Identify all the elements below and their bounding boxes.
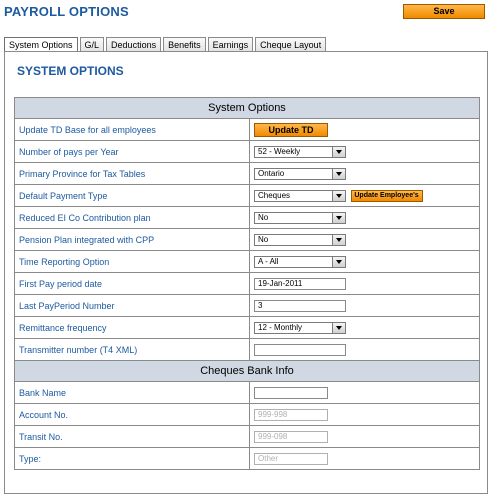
payment-type-select[interactable] — [254, 190, 346, 202]
table-row — [15, 163, 480, 185]
update-employees-button[interactable]: Update Employee's — [351, 190, 423, 202]
tab-earnings[interactable]: Earnings — [208, 37, 254, 52]
pays-per-year-value: 52 - Weekly — [258, 146, 301, 156]
pension-cpp-cell — [250, 229, 480, 251]
table-row — [15, 273, 480, 295]
pension-cpp-label: Pension Plan integrated with CPP — [15, 229, 250, 251]
table-row — [15, 229, 480, 251]
pension-cpp-select[interactable] — [254, 234, 346, 246]
remittance-label: Remittance frequency — [15, 317, 250, 339]
type-cell — [250, 448, 480, 470]
province-select[interactable] — [254, 168, 346, 180]
section-header — [15, 361, 480, 382]
payment-type-cell — [250, 185, 480, 207]
account-no-input[interactable]: 999-998 — [254, 409, 328, 421]
remittance-value: 12 - Monthly — [258, 322, 303, 332]
reduced-ei-select[interactable] — [254, 212, 346, 224]
table-row — [15, 141, 480, 163]
type-label: Type: — [15, 448, 250, 470]
first-pay-date-cell — [250, 273, 480, 295]
chevron-down-icon — [332, 213, 345, 223]
bank-name-cell — [250, 382, 480, 404]
table-row — [15, 207, 480, 229]
pays-per-year-select[interactable] — [254, 146, 346, 158]
pays-per-year-cell — [250, 141, 480, 163]
system-options-header: System Options — [15, 98, 480, 119]
tab-system-options[interactable]: System Options — [4, 37, 78, 53]
remittance-cell — [250, 317, 480, 339]
account-no-label: Account No. — [15, 404, 250, 426]
first-pay-date-label: First Pay period date — [15, 273, 250, 295]
chevron-down-icon — [332, 323, 345, 333]
last-pay-number-cell — [250, 295, 480, 317]
panel-title: SYSTEM OPTIONS — [17, 64, 124, 78]
table-row — [15, 339, 480, 361]
province-value: Ontario — [258, 168, 285, 178]
reduced-ei-cell — [250, 207, 480, 229]
table-row — [15, 448, 480, 470]
update-td-cell — [250, 119, 480, 141]
payment-type-label: Default Payment Type — [15, 185, 250, 207]
last-pay-number-input[interactable]: 3 — [254, 300, 346, 312]
transit-no-label: Transit No. — [15, 426, 250, 448]
update-td-button[interactable]: Update TD — [254, 123, 328, 137]
tab-benefits[interactable]: Benefits — [163, 37, 206, 52]
time-reporting-value: A - All — [258, 256, 279, 266]
table-row — [15, 426, 480, 448]
type-input[interactable]: Other — [254, 453, 328, 465]
chevron-down-icon — [332, 147, 345, 157]
table-row — [15, 119, 480, 141]
reduced-ei-value: No — [258, 212, 269, 222]
last-pay-number-label: Last PayPeriod Number — [15, 295, 250, 317]
transmitter-input[interactable] — [254, 344, 346, 356]
transit-no-cell — [250, 426, 480, 448]
reduced-ei-label: Reduced EI Co Contribution plan — [15, 207, 250, 229]
time-reporting-select[interactable] — [254, 256, 346, 268]
tab-bar — [4, 37, 328, 52]
payment-type-value: Cheques — [258, 190, 291, 200]
chevron-down-icon — [332, 191, 345, 201]
time-reporting-cell — [250, 251, 480, 273]
table-row — [15, 295, 480, 317]
options-table — [14, 97, 480, 470]
chevron-down-icon — [332, 235, 345, 245]
transit-no-input[interactable]: 999-098 — [254, 431, 328, 443]
save-button[interactable]: Save — [403, 4, 485, 19]
page-title: PAYROLL OPTIONS — [4, 4, 129, 19]
table-row — [15, 317, 480, 339]
province-label: Primary Province for Tax Tables — [15, 163, 250, 185]
bank-name-input[interactable] — [254, 387, 328, 399]
remittance-select[interactable] — [254, 322, 346, 334]
bank-info-header: Cheques Bank Info — [15, 361, 480, 382]
province-cell — [250, 163, 480, 185]
table-row — [15, 404, 480, 426]
section-header — [15, 98, 480, 119]
first-pay-date-input[interactable]: 19-Jan-2011 — [254, 278, 346, 290]
pension-cpp-value: No — [258, 234, 269, 244]
chevron-down-icon — [332, 169, 345, 179]
options-panel — [4, 51, 488, 494]
tab-gl[interactable]: G/L — [80, 37, 105, 52]
chevron-down-icon — [332, 257, 345, 267]
table-row — [15, 382, 480, 404]
tab-deductions[interactable]: Deductions — [106, 37, 161, 52]
transmitter-cell — [250, 339, 480, 361]
tab-cheque-layout[interactable]: Cheque Layout — [255, 37, 326, 52]
table-row — [15, 185, 480, 207]
time-reporting-label: Time Reporting Option — [15, 251, 250, 273]
update-td-label: Update TD Base for all employees — [15, 119, 250, 141]
bank-name-label: Bank Name — [15, 382, 250, 404]
pays-per-year-label: Number of pays per Year — [15, 141, 250, 163]
account-no-cell — [250, 404, 480, 426]
transmitter-label: Transmitter number (T4 XML) — [15, 339, 250, 361]
table-row — [15, 251, 480, 273]
